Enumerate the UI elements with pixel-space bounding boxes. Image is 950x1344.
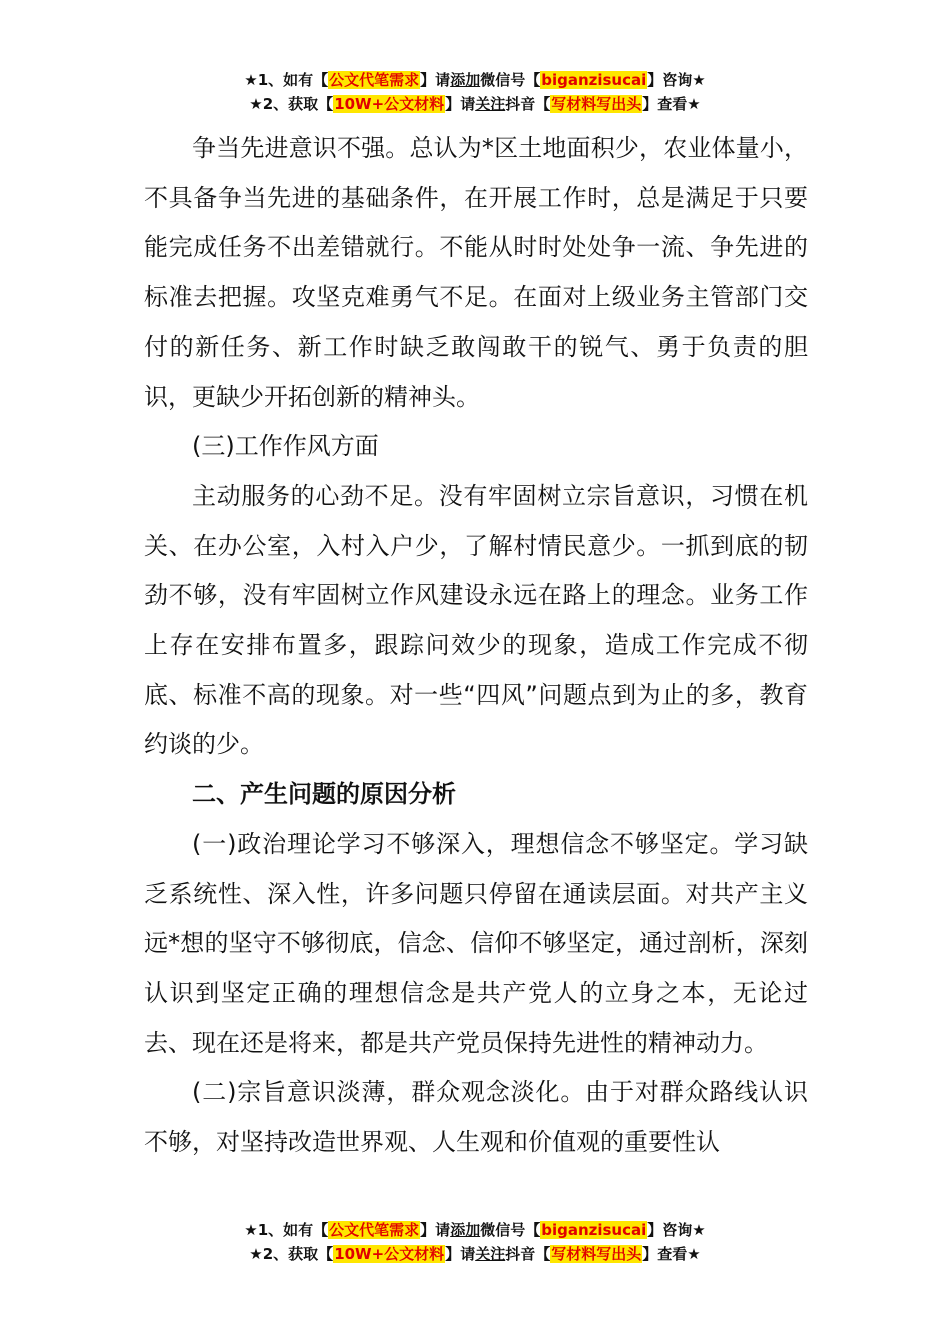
section-subheading: (三)工作作风方面 [192,432,379,461]
highlight-materials: 10W+公文材料 [334,1245,445,1263]
highlight-douyin: 写材料写出头 [551,95,642,113]
highlight-service: 公文代笔需求 [329,1221,420,1239]
highlight-wechat-id: biganzisucai [541,71,647,89]
paragraph: 争当先进意识不强。总认为*区土地面积少，农业体量小，不具备争当先进的基础条件，在开展工作时，总是满足于只要能完成任务不出差错就行。不能从时时处处争一流、争先进的标准去把握。攻坚克难勇气不足。在面对上级业务主管部门交付的新任务、新工作时缺乏敢闯敢干的锐气、勇于负责的胆识，更缺少开拓创新的精神头。 [144,134,808,411]
banner-line-2: ★2、获取【10W+公文材料】请关注抖音【写材料写出头】查看★ [249,1245,701,1263]
footer-banner [0,1218,950,1266]
document-body [144,124,808,1168]
highlight-materials: 10W+公文材料 [334,95,445,113]
section-heading: 二、产生问题的原因分析 [192,780,456,809]
highlight-wechat-id: biganzisucai [541,1221,647,1239]
banner-line-1: ★1、如有【公文代笔需求】请添加微信号【biganzisucai】咨询★ [244,71,706,89]
paragraph: (二)宗旨意识淡薄，群众观念淡化。由于对群众路线认识不够，对坚持改造世界观、人生观和价值观的重要性认 [144,1078,808,1157]
highlight-douyin: 写材料写出头 [551,1245,642,1263]
banner-line-1: ★1、如有【公文代笔需求】请添加微信号【biganzisucai】咨询★ [244,1221,706,1239]
paragraph: (一)政治理论学习不够深入，理想信念不够坚定。学习缺乏系统性、深入性，许多问题只停留在通读层面。对共产主义远*想的坚守不够彻底，信念、信仰不够坚定，通过剖析，深刻认识到坚定正确的理想信念是共产党人的立身之本，无论过去、现在还是将来，都是共产党员保持先进性的精神动力。 [144,829,808,1057]
paragraph: 主动服务的心劲不足。没有牢固树立宗旨意识，习惯在机关、在办公室，入村入户少，了解村情民意少。一抓到底的韧劲不够，没有牢固树立作风建设永远在路上的理念。业务工作上存在安排布置多，跟踪问效少的现象，造成工作完成不彻底、标准不高的现象。对一些“四风”问题点到为止的多，教育约谈的少。 [144,481,808,759]
highlight-service: 公文代笔需求 [329,71,420,89]
banner-line-2: ★2、获取【10W+公文材料】请关注抖音【写材料写出头】查看★ [249,95,701,113]
header-banner [0,68,950,116]
